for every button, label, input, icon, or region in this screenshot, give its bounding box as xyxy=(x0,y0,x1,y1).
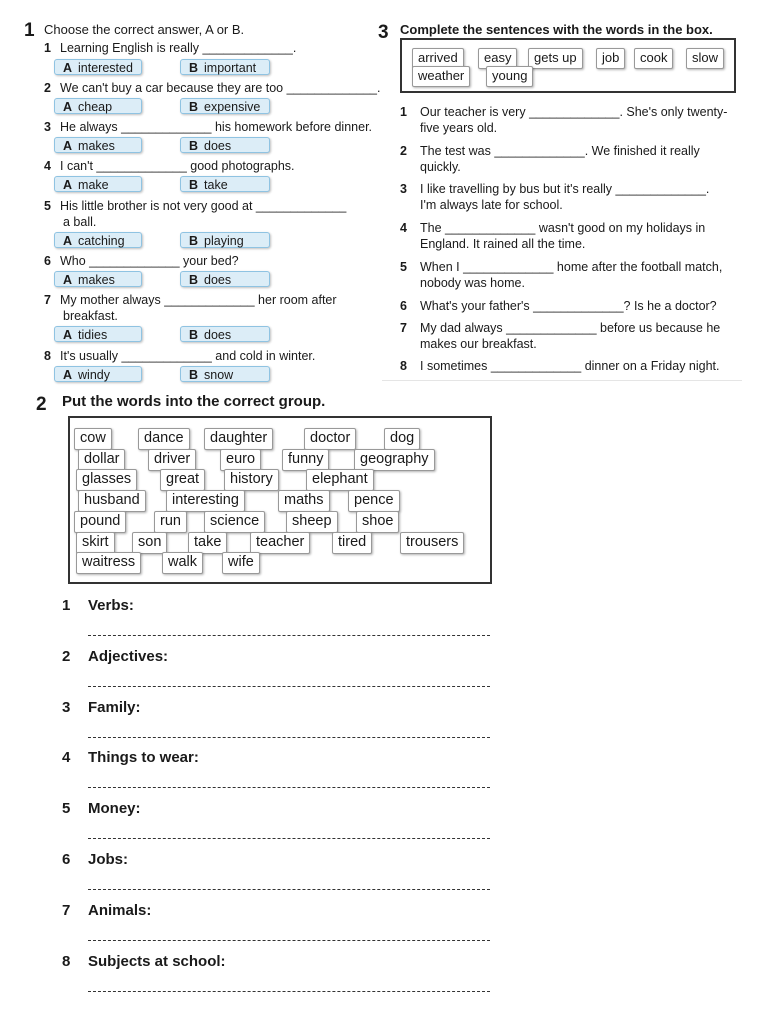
sentence-number: 8 xyxy=(400,359,407,373)
option-b-letter: B xyxy=(189,234,199,248)
word-chip: driver xyxy=(148,449,196,471)
option-a-text: windy xyxy=(78,368,110,382)
word-chip: arrived xyxy=(412,48,464,69)
option-b-letter: B xyxy=(189,273,199,287)
word-chip: skirt xyxy=(76,532,115,554)
group-label: Subjects at school: xyxy=(88,952,226,970)
sentence-line-1: What's your father's _____________? Is he a doctor? xyxy=(420,299,717,313)
option-b-button[interactable] xyxy=(180,59,270,75)
option-a-letter: A xyxy=(63,234,73,248)
group-label: Verbs: xyxy=(88,597,134,614)
question-7 xyxy=(44,292,384,324)
option-b-button[interactable] xyxy=(180,137,270,153)
question-3 xyxy=(44,119,384,135)
word-chip: weather xyxy=(412,66,470,87)
answer-line[interactable] xyxy=(88,787,490,788)
option-b-button[interactable] xyxy=(180,326,270,342)
option-a-text: catching xyxy=(78,234,125,248)
group-label: Money: xyxy=(88,800,141,818)
question-text-continued: breakfast. xyxy=(63,309,118,323)
word-chip: husband xyxy=(78,490,146,512)
option-b-text: does xyxy=(204,139,232,153)
sentence-5 xyxy=(400,259,750,291)
word-chip: doctor xyxy=(304,428,356,450)
question-text: His little brother is not very good at _____________ xyxy=(60,199,347,213)
sentence-line-1: The test was _____________. We finished it really xyxy=(420,144,700,158)
question-text: Learning English is really _____________. xyxy=(60,41,297,55)
question-text: It's usually _____________ and cold in winter. xyxy=(60,349,316,363)
sentence-line-2: quickly. xyxy=(420,160,461,174)
sentence-line-1: When I _____________ home after the football match, xyxy=(420,260,723,274)
question-text: My mother always _____________ her room after xyxy=(60,293,337,307)
word-box-section-3 xyxy=(400,38,736,93)
question-4 xyxy=(44,158,384,174)
sentence-number: 6 xyxy=(400,299,407,313)
sentence-7 xyxy=(400,320,750,352)
section-3-title: Complete the sentences with the words in the box. xyxy=(400,22,713,37)
sentence-line-1: I sometimes _____________ dinner on a Friday night. xyxy=(420,359,720,373)
question-text-continued: a ball. xyxy=(63,215,97,229)
option-b-text: take xyxy=(204,178,228,192)
option-a-button[interactable] xyxy=(54,326,142,342)
word-chip: great xyxy=(160,469,205,491)
group-number: 5 xyxy=(62,800,71,818)
option-a-letter: A xyxy=(63,100,73,114)
option-a-text: interested xyxy=(78,61,133,75)
option-a-text: cheap xyxy=(78,100,113,114)
option-b-button[interactable] xyxy=(180,176,270,192)
group-label: Adjectives: xyxy=(88,647,169,665)
option-a-button[interactable] xyxy=(54,59,142,75)
answer-line[interactable] xyxy=(88,838,490,839)
word-chip: pound xyxy=(74,511,126,533)
word-chip: easy xyxy=(478,48,517,69)
group-label: Things to wear: xyxy=(88,749,199,767)
option-b-letter: B xyxy=(189,100,199,114)
word-chip: dance xyxy=(138,428,190,450)
sentence-6 xyxy=(400,298,750,314)
question-5 xyxy=(44,198,384,230)
sentence-number: 2 xyxy=(400,144,407,158)
word-chip: cow xyxy=(74,428,112,450)
sentence-1 xyxy=(400,104,750,136)
question-number: 5 xyxy=(44,199,51,213)
option-a-letter: A xyxy=(63,368,73,382)
word-chip: waitress xyxy=(76,552,141,574)
word-chip: history xyxy=(224,469,279,491)
answer-line[interactable] xyxy=(88,889,490,890)
sentence-line-1: Our teacher is very _____________. She's only twenty- xyxy=(420,105,728,119)
question-number: 8 xyxy=(44,349,51,363)
option-b-button[interactable] xyxy=(180,232,270,248)
option-a-button[interactable] xyxy=(54,137,142,153)
group-number: 2 xyxy=(62,647,71,665)
option-b-button[interactable] xyxy=(180,366,270,382)
sentence-line-1: I like travelling by bus but it's really _____________. xyxy=(420,182,710,196)
sentence-line-2: England. It rained all the time. xyxy=(420,237,586,251)
divider xyxy=(382,380,742,381)
question-number: 4 xyxy=(44,159,51,173)
word-chip: walk xyxy=(162,552,203,574)
word-chip: shoe xyxy=(356,511,399,533)
group-number: 7 xyxy=(62,901,71,919)
option-b-text: important xyxy=(204,61,257,75)
word-chip: dog xyxy=(384,428,420,450)
group-label: Animals: xyxy=(88,901,152,919)
option-a-letter: A xyxy=(63,273,73,287)
sentence-8 xyxy=(400,358,750,374)
answer-line[interactable] xyxy=(88,991,490,992)
word-chip: cook xyxy=(634,48,673,69)
option-a-text: tidies xyxy=(78,328,108,342)
question-number: 1 xyxy=(44,41,51,55)
word-chip: interesting xyxy=(166,490,245,512)
question-6 xyxy=(44,253,384,269)
answer-line[interactable] xyxy=(88,686,490,687)
word-chip: elephant xyxy=(306,469,374,491)
option-a-button[interactable] xyxy=(54,176,142,192)
section-2-title: Put the words into the correct group. xyxy=(62,393,326,410)
word-chip: dollar xyxy=(78,449,125,471)
word-chip: geography xyxy=(354,449,435,471)
answer-line[interactable] xyxy=(88,635,490,636)
option-a-text: make xyxy=(78,178,109,192)
sentence-2 xyxy=(400,143,750,175)
option-b-text: does xyxy=(204,328,232,342)
word-chip: take xyxy=(188,532,227,554)
word-chip: son xyxy=(132,532,167,554)
question-number: 6 xyxy=(44,254,51,268)
section-3-number: 3 xyxy=(378,22,389,43)
sentence-number: 3 xyxy=(400,182,407,196)
sentence-number: 5 xyxy=(400,260,407,274)
section-2-number: 2 xyxy=(36,394,47,415)
option-a-text: makes xyxy=(78,273,115,287)
option-a-button[interactable] xyxy=(54,366,142,382)
option-a-letter: A xyxy=(63,178,73,192)
option-a-button[interactable] xyxy=(54,98,142,114)
option-b-button[interactable] xyxy=(180,98,270,114)
word-chip: tired xyxy=(332,532,372,554)
word-chip: sheep xyxy=(286,511,338,533)
word-chip: job xyxy=(596,48,625,69)
question-number: 7 xyxy=(44,293,51,307)
word-chip: glasses xyxy=(76,469,137,491)
sentence-number: 1 xyxy=(400,105,407,119)
group-label: Jobs: xyxy=(88,851,129,868)
group-number: 6 xyxy=(62,851,71,868)
option-b-letter: B xyxy=(189,61,199,75)
question-1 xyxy=(44,40,384,56)
question-8 xyxy=(44,348,384,364)
sentence-line-2: nobody was home. xyxy=(420,276,525,290)
group-number: 4 xyxy=(62,749,71,767)
word-chip: pence xyxy=(348,490,400,512)
option-b-text: snow xyxy=(204,368,234,382)
word-chip: gets up xyxy=(528,48,583,69)
word-chip: run xyxy=(154,511,187,533)
question-number: 2 xyxy=(44,81,51,95)
group-number: 1 xyxy=(62,597,71,614)
word-chip: euro xyxy=(220,449,261,471)
answer-line[interactable] xyxy=(88,940,490,941)
word-chip: slow xyxy=(686,48,724,69)
sentence-line-2: I'm always late for school. xyxy=(420,198,563,212)
word-chip: teacher xyxy=(250,532,310,554)
sentence-4 xyxy=(400,220,750,252)
option-b-text: does xyxy=(204,273,232,287)
word-chip: wife xyxy=(222,552,260,574)
question-text: Who _____________ your bed? xyxy=(60,254,239,268)
sentence-number: 4 xyxy=(400,221,407,235)
group-number: 8 xyxy=(62,952,71,970)
option-b-text: expensive xyxy=(204,100,261,114)
option-a-letter: A xyxy=(63,61,73,75)
question-2 xyxy=(44,80,384,96)
group-label: Family: xyxy=(88,698,141,716)
option-b-letter: B xyxy=(189,328,199,342)
sentence-line-1: My dad always _____________ before us because he xyxy=(420,321,721,335)
question-text: He always _____________ his homework before dinner. xyxy=(60,120,373,134)
option-b-letter: B xyxy=(189,368,199,382)
group-number: 3 xyxy=(62,698,71,716)
sentence-3 xyxy=(400,181,750,213)
answer-line[interactable] xyxy=(88,737,490,738)
word-chip: trousers xyxy=(400,532,464,554)
option-a-text: makes xyxy=(78,139,115,153)
section-1-title: Choose the correct answer, A or B. xyxy=(44,22,245,37)
option-b-button[interactable] xyxy=(180,271,270,287)
word-chip: young xyxy=(486,66,533,87)
word-box-section-2 xyxy=(68,416,492,584)
question-text: I can't _____________ good photographs. xyxy=(60,159,295,173)
option-a-letter: A xyxy=(63,139,73,153)
sentence-number: 7 xyxy=(400,321,407,335)
option-a-letter: A xyxy=(63,328,73,342)
sentence-line-1: The _____________ wasn't good on my holidays in xyxy=(420,221,706,235)
option-b-letter: B xyxy=(189,178,199,192)
word-chip: maths xyxy=(278,490,330,512)
option-a-button[interactable] xyxy=(54,232,142,248)
option-b-text: playing xyxy=(204,234,244,248)
option-a-button[interactable] xyxy=(54,271,142,287)
section-1-number: 1 xyxy=(24,20,35,41)
word-chip: daughter xyxy=(204,428,273,450)
word-chip: funny xyxy=(282,449,329,471)
question-text: We can't buy a car because they are too _____________. xyxy=(60,81,381,95)
question-number: 3 xyxy=(44,120,51,134)
word-chip: science xyxy=(204,511,265,533)
sentence-line-2: five years old. xyxy=(420,121,498,135)
sentence-line-2: makes our breakfast. xyxy=(420,337,537,351)
option-b-letter: B xyxy=(189,139,199,153)
